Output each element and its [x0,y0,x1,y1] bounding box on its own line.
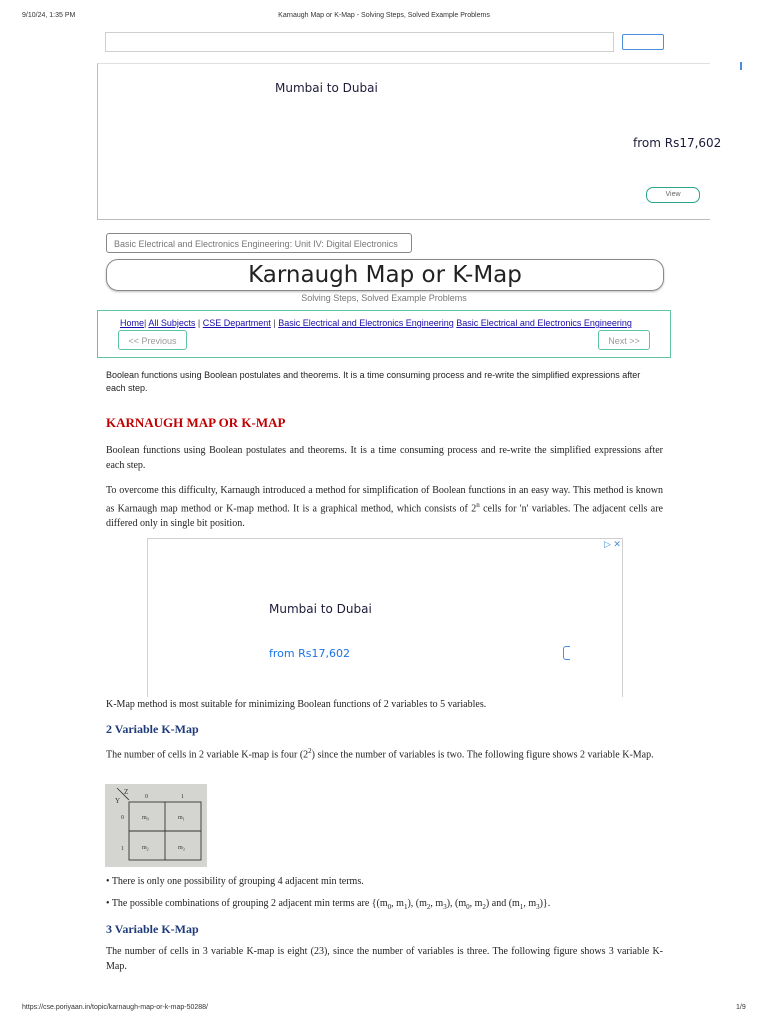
bullet-2-text: • The possible combinations of grouping 2 adjacent min terms are {(m [106,898,388,909]
nav-separator: | [144,318,147,328]
kmap-row-header: 1 [121,846,124,852]
subheading-3-variable: 3 Variable K-Map [106,922,199,936]
next-button[interactable]: Next >> [598,330,650,350]
ad-mid-price[interactable]: from Rs17,602 [269,647,350,660]
paragraph-5: The number of cells in 3 variable K-map is eight (23), since the number of variables is three. The following figure shows 3 variable K-Map. [106,946,663,972]
unit-breadcrumb[interactable]: Basic Electrical and Electronics Engineering: Unit IV: Digital Electronics [106,233,412,253]
subscript: 3 [536,903,540,911]
paragraph-2 [106,483,663,531]
kmap-cell [142,815,149,822]
breadcrumb [120,318,632,328]
kmap-cell-text: m [142,815,147,821]
kmap-row-header: 0 [121,815,124,821]
ad-mid-title[interactable]: Mumbai to Dubai [269,602,372,616]
nav-separator: | [273,318,276,328]
bullet-1: • There is only one possibility of grouping 4 adjacent min terms. [106,876,364,887]
bullet-2-text: ), (m [446,898,467,909]
subscript: 1 [519,903,524,911]
kmap-cell-sub: 2 [146,846,149,852]
paragraph-4-text-a: The number of cells in 2 variable K-map is four (2 [106,749,309,761]
nav-link-subject[interactable]: Basic Electrical and Electronics Engineering [278,318,454,328]
nav-link-cse-department[interactable]: CSE Department [202,318,271,328]
page-title: Karnaugh Map or K-Map [106,259,664,291]
kmap-2-variable-figure [105,784,207,867]
kmap-cell [178,815,185,822]
print-url: https://cse.poriyaan.in/topic/karnaugh-map-or-k-map-50288/ [22,1004,208,1011]
bullet-2-text: ) and (m [485,898,520,909]
subscript: 1 [403,903,408,911]
paragraph-4-text-b: ) since the number of variables is two. The following figure shows 2 variable K-Map. [311,749,654,761]
kmap-cell-text: m [142,845,147,851]
search-button[interactable] [622,34,664,50]
nav-link-subject-2[interactable]: Basic Electrical and Electronics Engineering [456,318,632,328]
bullet-2-text: , m [391,898,404,909]
subscript: 2 [482,903,486,911]
nav-link-all-subjects[interactable]: All Subjects [148,318,196,328]
subscript: 3 [443,903,447,911]
kmap-cell-text: m [178,815,183,821]
ad-price[interactable]: from Rs17,602 [633,136,722,150]
page-subtitle: Solving Steps, Solved Example Problems [301,293,467,303]
subscript: 2 [426,903,431,911]
bullet-2-text: , m [430,898,444,909]
bullet-2-text: , m [469,898,483,909]
subheading-2-variable: 2 Variable K-Map [106,722,199,736]
subscript: 0 [466,903,470,911]
paragraph-4 [106,744,663,762]
kmap-col-header: 0 [145,794,148,800]
bullet-2-text: ), (m [407,898,427,909]
previous-button[interactable]: << Previous [118,330,187,350]
kmap-cell-text: m [178,845,183,851]
section-heading: KARNAUGH MAP OR K-MAP [106,415,286,430]
bullet-2-text: , m [523,898,537,909]
paragraph-1: Boolean functions using Boolean postulates and theorems. It is a time consuming process and re-write the simplified expressions after each step. [106,445,663,471]
search-input[interactable] [105,32,614,52]
kmap-cell [142,845,149,852]
kmap-cell [178,845,185,852]
kmap-cell-sub: 3 [182,846,185,852]
paragraph-2-text-b: cells for 'n' variables. The adjacent cells are differed only in single bit position. [106,503,663,530]
paragraph-3: K-Map method is most suitable for minimizing Boolean functions of 2 variables to 5 variables. [106,699,487,710]
ad-view-button[interactable]: View [646,187,700,203]
kmap-var-z: Z [124,788,129,796]
ad-title[interactable]: Mumbai to Dubai [275,81,378,95]
ad-marker-icon [740,62,742,70]
kmap-var-y: Y [115,797,121,805]
adchoices-icon[interactable]: ▷ ✕ [604,539,621,549]
print-doc-title: Karnaugh Map or K-Map - Solving Steps, Solved Example Problems [278,12,490,19]
nav-link-home[interactable]: Home [120,318,145,328]
superscript: n [476,501,480,509]
kmap-col-header: 1 [181,794,184,800]
nav-separator: | [197,318,201,328]
superscript: 2 [308,747,312,755]
bullet-2-text: )}. [539,898,551,909]
ad-banner-top[interactable] [97,63,710,220]
kmap-grid [105,784,207,867]
bullet-2 [106,898,550,911]
print-datetime: 9/10/24, 1:35 PM [22,12,76,19]
paragraph-2-text-a: To overcome this difficulty, Karnaugh introduced a method for simplification of Boolean functions in an easy way. This method is known as Karnaugh map method or K-map method. It is a graphical method, which consists of 2 [106,485,663,515]
kmap-cell-sub: 1 [182,816,185,822]
subscript: 0 [387,903,392,911]
ad-banner-mid[interactable] [147,538,623,697]
ad-arrow-icon[interactable] [563,646,570,660]
kmap-cell-sub: 0 [146,816,149,822]
print-page-number: 1/9 [736,1004,746,1011]
intro-text: Boolean functions using Boolean postulates and theorems. It is a time consuming process and re-write the simplified expressions after each step. [106,370,641,393]
